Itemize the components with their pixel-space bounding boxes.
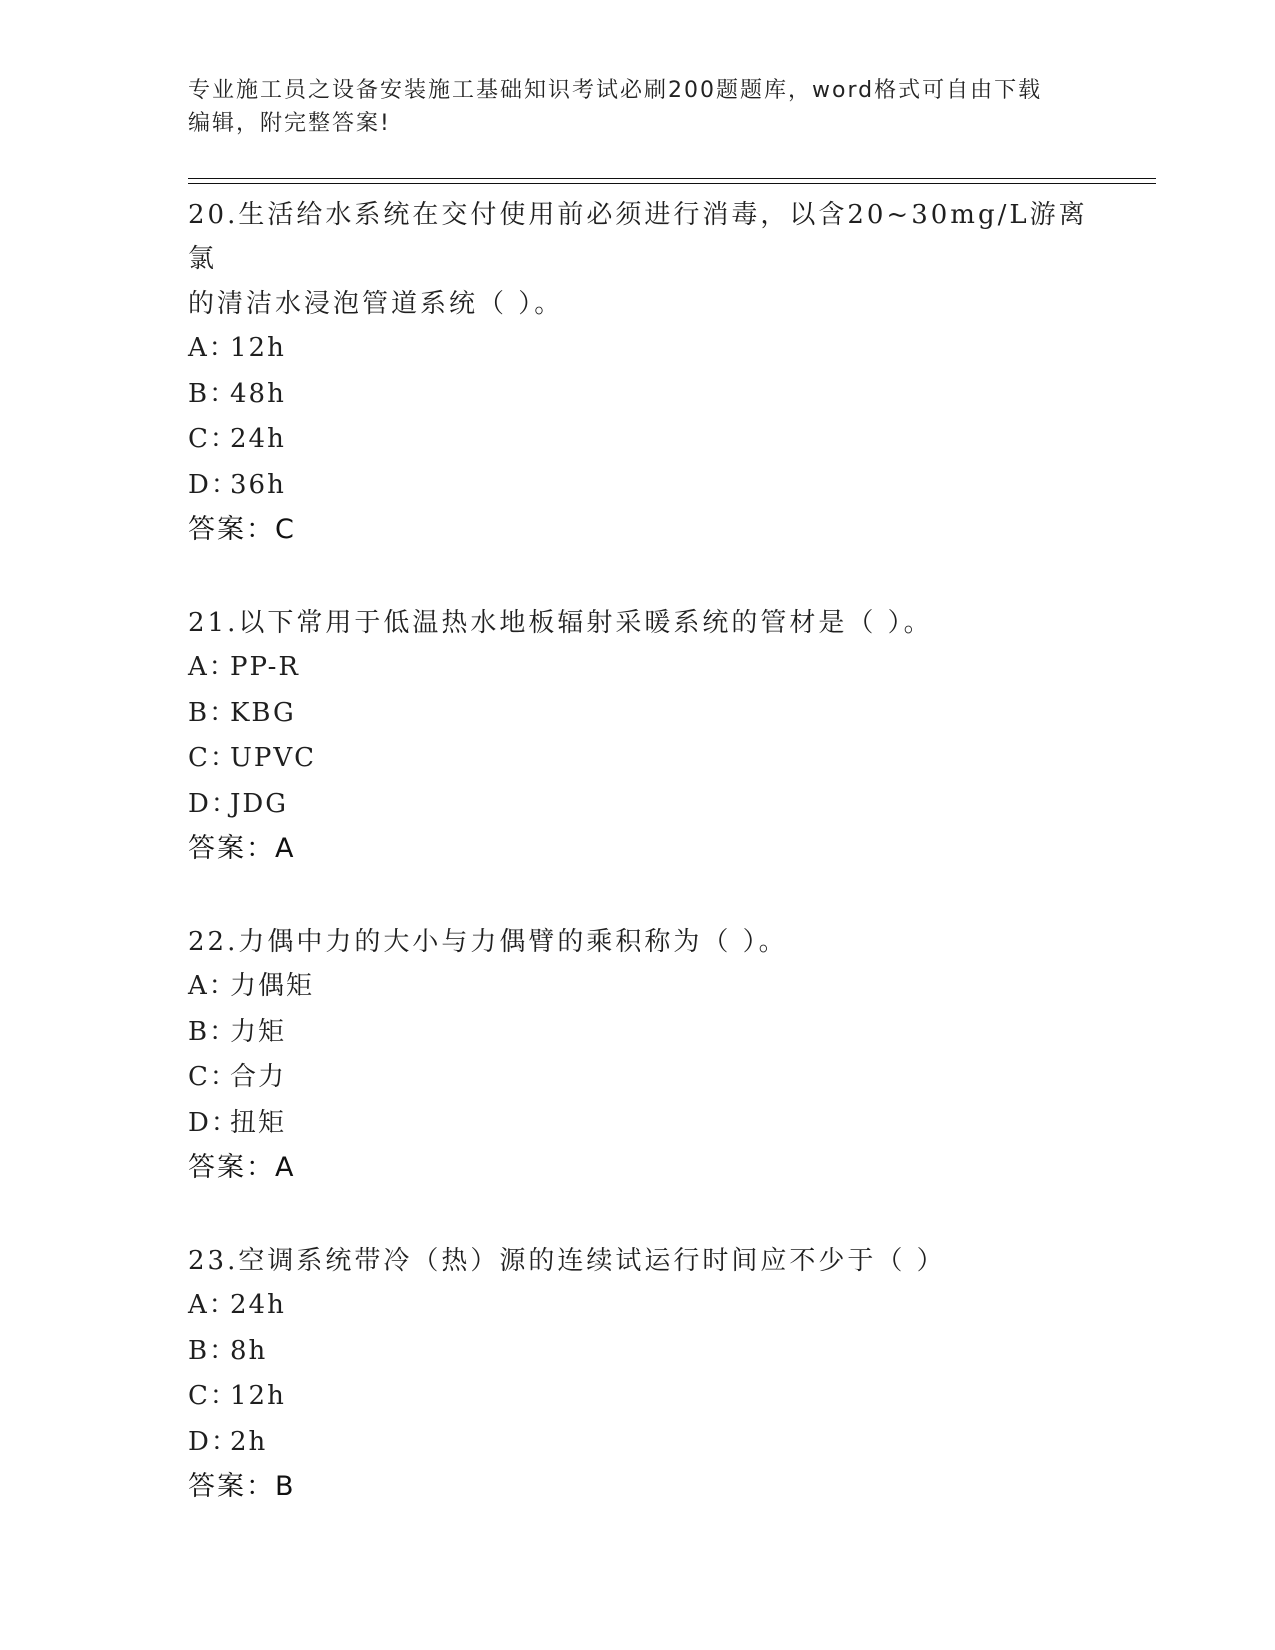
option-text: 12h bbox=[230, 1381, 286, 1411]
header-divider-bottom bbox=[188, 183, 1156, 184]
document-header bbox=[188, 74, 1068, 140]
option-c bbox=[188, 417, 1088, 463]
option-text: UPVC bbox=[230, 743, 317, 773]
option-a bbox=[188, 964, 1088, 1010]
option-key: A： bbox=[188, 652, 237, 682]
option-key: B： bbox=[188, 378, 238, 409]
option-a bbox=[188, 645, 1088, 691]
option-key: D： bbox=[188, 469, 239, 500]
option-text: 力矩 bbox=[230, 1016, 287, 1047]
header-title-line1: 专业施工员之设备安装施工基础知识考试必刷200题题库，word格式可自由下载 bbox=[188, 78, 1043, 103]
option-a bbox=[188, 326, 1088, 372]
option-d bbox=[188, 463, 1088, 509]
answer-line bbox=[188, 1146, 1088, 1190]
header-divider-top bbox=[188, 178, 1156, 179]
answer-label: 答案： bbox=[188, 1471, 275, 1502]
question-stem: 22.力偶中力的大小与力偶臂的乘积称为（ ）。 bbox=[188, 927, 788, 957]
option-text: 扭矩 bbox=[230, 1107, 287, 1138]
option-text: 8h bbox=[230, 1335, 268, 1366]
option-key: A： bbox=[188, 1290, 237, 1320]
answer-value: A bbox=[275, 1152, 294, 1183]
option-key: A： bbox=[188, 971, 237, 1001]
answer-value: B bbox=[275, 1471, 294, 1502]
option-text: 12h bbox=[230, 333, 286, 363]
option-key: B： bbox=[188, 1335, 238, 1366]
option-text: 24h bbox=[230, 424, 286, 454]
option-d bbox=[188, 1420, 1088, 1466]
question-item bbox=[188, 919, 1088, 1190]
option-text: 2h bbox=[230, 1426, 268, 1457]
option-c bbox=[188, 1055, 1088, 1101]
question-stem: 21.以下常用于低温热水地板辐射采暖系统的管材是（ ）。 bbox=[188, 608, 933, 638]
option-text: 48h bbox=[230, 378, 286, 409]
option-key: D： bbox=[188, 788, 239, 819]
option-text: 24h bbox=[230, 1290, 286, 1320]
option-text: 36h bbox=[230, 469, 286, 500]
option-text: JDG bbox=[230, 788, 289, 819]
option-b bbox=[188, 372, 1088, 418]
answer-label: 答案： bbox=[188, 833, 275, 864]
option-b bbox=[188, 1010, 1088, 1056]
question-item bbox=[188, 192, 1088, 552]
option-key: A： bbox=[188, 333, 237, 363]
option-key: D： bbox=[188, 1107, 239, 1138]
question-item bbox=[188, 1238, 1088, 1509]
option-key: C： bbox=[188, 1381, 238, 1411]
option-text: KBG bbox=[230, 697, 296, 728]
answer-value: C bbox=[275, 514, 294, 545]
option-a bbox=[188, 1283, 1088, 1329]
question-item bbox=[188, 600, 1088, 871]
option-d bbox=[188, 1101, 1088, 1147]
header-title-line2: 编辑，附完整答案! bbox=[188, 111, 391, 136]
option-text: 力偶矩 bbox=[230, 971, 315, 1001]
question-stem-continued: 的清洁水浸泡管道系统（ ）。 bbox=[188, 289, 564, 319]
answer-line bbox=[188, 508, 1088, 552]
option-key: C： bbox=[188, 1062, 238, 1092]
answer-line bbox=[188, 827, 1088, 871]
option-text: 合力 bbox=[230, 1062, 287, 1092]
answer-label: 答案： bbox=[188, 1152, 275, 1183]
answer-value: A bbox=[275, 833, 294, 864]
question-stem: 23.空调系统带冷（热）源的连续试运行时间应不少于（ ） bbox=[188, 1246, 946, 1276]
answer-line bbox=[188, 1465, 1088, 1509]
option-b bbox=[188, 1329, 1088, 1375]
option-text: PP-R bbox=[230, 652, 300, 682]
option-key: C： bbox=[188, 743, 238, 773]
option-b bbox=[188, 691, 1088, 737]
option-d bbox=[188, 782, 1088, 828]
option-key: B： bbox=[188, 697, 238, 728]
option-c bbox=[188, 736, 1088, 782]
option-key: B： bbox=[188, 1016, 238, 1047]
question-stem: 20.生活给水系统在交付使用前必须进行消毒，以含20~30mg/L游离氯 bbox=[188, 200, 1088, 274]
option-c bbox=[188, 1374, 1088, 1420]
question-list bbox=[188, 192, 1088, 1557]
answer-label: 答案： bbox=[188, 514, 275, 545]
option-key: C： bbox=[188, 424, 238, 454]
option-key: D： bbox=[188, 1426, 239, 1457]
